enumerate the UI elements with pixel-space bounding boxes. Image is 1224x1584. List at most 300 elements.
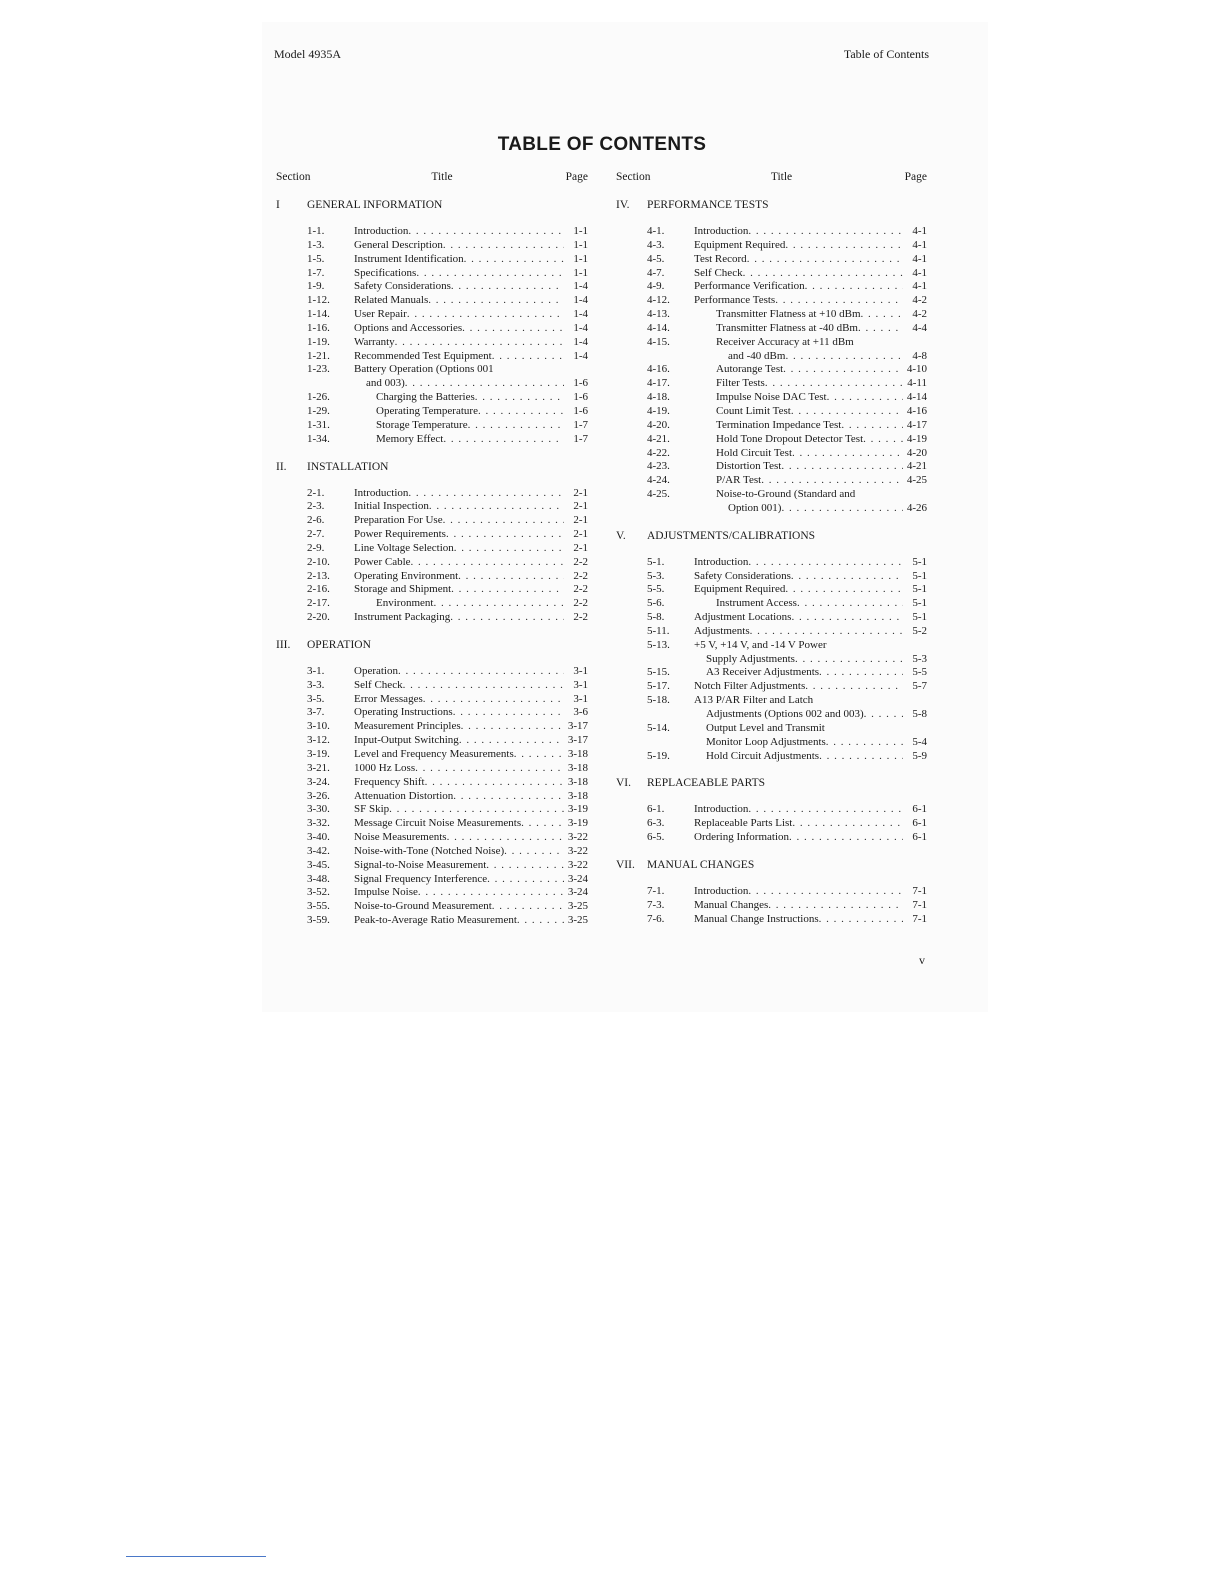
entry-number: 1-3.	[307, 238, 325, 251]
toc-entry[interactable]	[647, 267, 927, 281]
dot-leader	[443, 239, 564, 253]
entry-list	[616, 225, 927, 516]
toc-entry[interactable]	[647, 831, 927, 845]
toc-entry[interactable]	[307, 514, 588, 528]
entry-page: 5-3	[912, 652, 927, 665]
dot-leader	[429, 500, 564, 514]
dot-leader	[789, 831, 903, 845]
section-numeral: V.	[616, 529, 626, 542]
entry-page: 3-22	[567, 844, 588, 857]
toc-entry[interactable]	[647, 583, 927, 597]
entry-page: 4-2	[912, 294, 927, 307]
dot-leader	[791, 611, 903, 625]
entry-title: Operating Instructions	[354, 706, 453, 719]
entry-title-wrap	[694, 363, 903, 377]
entry-number: 1-5.	[307, 252, 325, 265]
dot-leader	[785, 350, 903, 364]
toc-entry[interactable]	[307, 433, 588, 447]
dot-leader	[797, 597, 903, 611]
entry-title-wrap	[694, 722, 903, 736]
toc-entry[interactable]	[647, 913, 927, 927]
toc-entry[interactable]	[647, 899, 927, 913]
entry-title-wrap	[694, 322, 903, 336]
toc-entry[interactable]	[307, 748, 588, 762]
entry-title-wrap	[694, 803, 903, 817]
section-heading	[616, 776, 927, 790]
toc-entry[interactable]	[307, 790, 588, 804]
entry-number: 4-9.	[647, 280, 665, 293]
entry-title: Adjustments (Options 002 and 003)	[706, 708, 864, 720]
entry-title-wrap	[354, 267, 564, 281]
dot-leader	[389, 803, 564, 817]
entry-number: 4-19.	[647, 404, 670, 417]
entry-page: 1-4	[573, 294, 588, 307]
column-header-section: Section	[616, 171, 651, 183]
toc-entry[interactable]	[307, 239, 588, 253]
toc-entry[interactable]	[647, 625, 927, 639]
entry-page: 2-2	[573, 611, 588, 624]
toc-entry[interactable]	[647, 722, 927, 736]
toc-entry[interactable]	[647, 556, 927, 570]
dot-leader	[458, 570, 564, 584]
entry-title-wrap	[354, 280, 564, 294]
entry-title-wrap	[694, 556, 903, 570]
entry-title: Equipment Required	[694, 238, 786, 251]
toc-entry[interactable]	[307, 405, 588, 419]
entry-number: 2-9.	[307, 541, 325, 554]
running-header-model: Model 4935A	[274, 47, 341, 61]
entry-number: 2-20.	[307, 611, 330, 624]
column-header-section: Section	[276, 171, 311, 183]
toc-entry[interactable]	[307, 583, 588, 597]
toc-entry[interactable]	[307, 556, 588, 570]
toc-entry[interactable]	[307, 225, 588, 239]
entry-title: Test Record	[694, 252, 747, 265]
entry-number: 1-9.	[307, 280, 325, 293]
toc-entry[interactable]	[307, 253, 588, 267]
entry-page: 1-7	[573, 432, 588, 445]
toc-entry[interactable]	[307, 597, 588, 611]
entry-number	[647, 653, 694, 667]
dot-leader	[792, 817, 903, 831]
entry-title: Noise-to-Ground (Standard and	[716, 488, 856, 501]
entry-title-wrap	[694, 377, 903, 391]
entry-title-wrap	[694, 336, 903, 350]
toc-entry[interactable]	[307, 542, 588, 556]
entry-title-wrap	[694, 817, 903, 831]
entry-page: 4-1	[912, 280, 927, 293]
column-header-title: Title	[770, 171, 793, 183]
toc-entry[interactable]	[647, 885, 927, 899]
entry-page: 6-1	[912, 803, 927, 816]
entry-title: and -40 dBm	[728, 349, 786, 362]
entry-title: Self Check	[354, 678, 403, 691]
dot-leader	[783, 363, 903, 377]
entry-title: Adjustment Locations	[694, 611, 792, 624]
dot-leader	[861, 308, 903, 322]
toc-entry[interactable]	[307, 803, 588, 817]
toc-entry[interactable]	[307, 570, 588, 584]
entry-title-wrap	[694, 391, 903, 405]
entry-title-wrap	[694, 570, 903, 584]
entry-title-wrap	[694, 488, 903, 502]
entry-title: 1000 Hz Loss	[354, 761, 416, 774]
dot-leader	[521, 817, 564, 831]
toc-entry[interactable]	[307, 528, 588, 542]
entry-title: Operating Environment	[354, 569, 459, 582]
toc-entry[interactable]	[647, 419, 927, 433]
toc-entry[interactable]	[307, 419, 588, 433]
entry-page: 2-1	[573, 528, 588, 541]
dot-leader	[781, 502, 903, 516]
entry-page: 2-1	[573, 514, 588, 527]
entry-page: 4-8	[912, 349, 927, 362]
toc-entry[interactable]	[647, 694, 927, 708]
entry-title-wrap	[354, 322, 564, 336]
dot-leader	[464, 253, 564, 267]
toc-entry[interactable]	[307, 611, 588, 625]
entry-page: 7-1	[912, 884, 927, 897]
entry-number: 1-14.	[307, 308, 330, 321]
entry-page: 3-18	[567, 748, 588, 760]
entry-title: Error Messages	[354, 692, 423, 705]
toc-entry[interactable]	[307, 900, 588, 914]
entry-number: 3-48.	[307, 872, 330, 885]
toc-entry[interactable]	[647, 666, 927, 680]
entry-title-wrap	[694, 639, 903, 653]
toc-entry[interactable]	[647, 225, 927, 239]
entry-number: 4-22.	[647, 446, 670, 459]
entry-number: 3-59.	[307, 914, 330, 927]
entry-title: Transmitter Flatness at +10 dBm	[716, 308, 861, 321]
entry-page: 5-2	[912, 624, 927, 637]
section-heading	[616, 198, 927, 212]
toc-entry[interactable]	[307, 294, 588, 308]
entry-page: 4-4	[912, 321, 927, 334]
entry-number: 4-20.	[647, 418, 670, 431]
entry-title-wrap	[354, 611, 564, 625]
entry-title-wrap	[354, 556, 564, 570]
entry-page: 3-1	[573, 692, 588, 705]
dot-leader	[407, 308, 564, 322]
toc-entry[interactable]	[307, 487, 588, 501]
entry-title: Impulse Noise	[354, 886, 418, 899]
toc-entry[interactable]	[647, 363, 927, 377]
toc-entry[interactable]	[647, 391, 927, 405]
toc-entry[interactable]	[647, 294, 927, 308]
entry-title-wrap	[694, 736, 903, 750]
toc-entry[interactable]	[307, 720, 588, 734]
entry-title: Preparation For Use	[354, 514, 443, 527]
entry-number: 3-19.	[307, 748, 330, 760]
entry-page: 4-10	[906, 363, 927, 376]
entry-title-wrap	[354, 831, 564, 845]
toc-entry[interactable]	[647, 405, 927, 419]
entry-page: 3-18	[567, 761, 588, 774]
toc-entry[interactable]	[647, 817, 927, 831]
toc-entry[interactable]	[307, 350, 588, 364]
entry-number: 1-23.	[307, 363, 330, 376]
entry-title: Level and Frequency Measurements	[354, 748, 514, 760]
entry-title: Replaceable Parts List	[694, 817, 793, 830]
entry-page: 3-24	[567, 872, 588, 885]
entry-page: 3-19	[567, 817, 588, 830]
entry-page: 4-14	[906, 391, 927, 404]
entry-title-wrap	[694, 280, 903, 294]
entry-title-wrap	[354, 350, 564, 364]
toc-entry[interactable]	[647, 611, 927, 625]
entry-title-wrap	[694, 611, 903, 625]
toc-section	[616, 529, 927, 764]
toc-entry[interactable]	[307, 308, 588, 322]
entry-number: 4-13.	[647, 308, 670, 321]
entry-number: 2-10.	[307, 555, 330, 568]
toc-entry[interactable]	[647, 447, 927, 461]
toc-entry[interactable]	[307, 363, 588, 377]
entry-page: 1-1	[573, 238, 588, 251]
entry-title-wrap	[354, 720, 564, 734]
entry-number: 3-24.	[307, 775, 330, 788]
entry-page: 3-19	[567, 803, 588, 816]
entry-number: 3-55.	[307, 900, 330, 913]
dot-leader	[517, 914, 564, 928]
toc-entry[interactable]	[647, 308, 927, 322]
toc-entry[interactable]	[647, 350, 927, 364]
toc-entry[interactable]	[307, 817, 588, 831]
entry-title: Frequency Shift	[354, 775, 425, 788]
entry-title: Option 001)	[728, 501, 782, 514]
entry-title-wrap	[354, 914, 564, 928]
column-header	[276, 170, 588, 184]
entry-title: Receiver Accuracy at +11 dBm	[716, 335, 854, 348]
toc-entry[interactable]	[647, 708, 927, 722]
toc-entry[interactable]	[647, 653, 927, 667]
entry-list	[616, 556, 927, 764]
dot-leader	[459, 734, 564, 748]
toc-entry[interactable]	[307, 679, 588, 693]
entry-title-wrap	[694, 708, 903, 722]
toc-right-column	[616, 170, 927, 939]
entry-title: Termination Impedance Test	[716, 418, 842, 431]
entry-number: 4-25.	[647, 488, 670, 501]
dot-leader	[447, 831, 564, 845]
entry-title: Charging the Batteries	[376, 391, 475, 404]
entry-title-wrap	[694, 253, 903, 267]
toc-entry[interactable]	[647, 597, 927, 611]
toc-entry[interactable]	[307, 914, 588, 928]
entry-page: 1-6	[573, 391, 588, 404]
toc-entry[interactable]	[307, 859, 588, 873]
entry-page: 3-25	[567, 914, 588, 927]
entry-page: 3-1	[573, 678, 588, 691]
entry-title-wrap	[694, 294, 903, 308]
dot-leader	[795, 653, 903, 667]
toc-entry[interactable]	[307, 831, 588, 845]
toc-entry[interactable]	[647, 460, 927, 474]
toc-entry[interactable]	[647, 433, 927, 447]
entry-number: 5-1.	[647, 555, 665, 568]
entry-title-wrap	[694, 885, 903, 899]
entry-page: 1-1	[573, 252, 588, 265]
toc-entry[interactable]	[307, 665, 588, 679]
entry-title: Measurement Principles	[354, 720, 461, 733]
entry-page	[564, 363, 588, 377]
entry-number: 1-7.	[307, 266, 325, 279]
dot-leader	[486, 859, 564, 873]
entry-number: 1-19.	[307, 335, 330, 348]
entry-number: 1-31.	[307, 418, 330, 431]
entry-title: Power Requirements	[354, 528, 446, 541]
entry-number: 5-5.	[647, 583, 665, 596]
entry-title-wrap	[694, 350, 903, 364]
toc-entry[interactable]	[307, 776, 588, 790]
toc-entry[interactable]	[647, 803, 927, 817]
entry-number: 1-29.	[307, 404, 330, 417]
entry-number: 3-42.	[307, 844, 330, 857]
entry-number: 5-11.	[647, 624, 670, 637]
dot-leader	[750, 625, 903, 639]
toc-section	[616, 858, 927, 927]
entry-title: Equipment Required	[694, 583, 786, 596]
toc-entry[interactable]	[647, 474, 927, 488]
toc-entry[interactable]	[647, 280, 927, 294]
entry-page: 4-1	[912, 225, 927, 237]
dot-leader	[781, 460, 903, 474]
toc-entry[interactable]	[647, 680, 927, 694]
toc-entry[interactable]	[307, 734, 588, 748]
entry-title-wrap	[354, 487, 564, 501]
page-title: TABLE OF CONTENTS	[497, 134, 707, 155]
entry-title: Power Cable	[354, 555, 411, 568]
toc-entry[interactable]	[307, 845, 588, 859]
toc-entry[interactable]	[647, 736, 927, 750]
dot-leader	[761, 474, 903, 488]
entry-number: 3-10.	[307, 720, 330, 733]
entry-title: Signal-to-Noise Measurement	[354, 858, 487, 871]
entry-page: 3-22	[567, 858, 588, 871]
entry-page: 1-4	[573, 280, 588, 293]
toc-entry[interactable]	[307, 322, 588, 336]
toc-entry[interactable]	[307, 886, 588, 900]
toc-entry[interactable]	[307, 500, 588, 514]
entry-title-wrap	[354, 391, 564, 405]
entry-title: Instrument Access	[716, 597, 797, 610]
toc-entry[interactable]	[307, 336, 588, 350]
dot-leader	[425, 776, 564, 790]
entry-page	[903, 694, 927, 708]
entry-number: 7-1.	[647, 884, 665, 897]
entry-number	[647, 708, 694, 722]
entry-title-wrap	[354, 419, 564, 433]
entry-page: 4-20	[906, 446, 927, 459]
toc-entry[interactable]	[307, 693, 588, 707]
entry-title-wrap	[354, 859, 564, 873]
entry-page	[903, 336, 927, 350]
toc-section	[616, 776, 927, 845]
toc-entry[interactable]	[647, 570, 927, 584]
entry-title-wrap	[694, 653, 903, 667]
entry-title: Instrument Packaging	[354, 611, 451, 624]
entry-page: 3-17	[567, 734, 588, 747]
toc-section-list	[616, 198, 927, 926]
entry-title: Count Limit Test	[716, 404, 791, 417]
toc-entry[interactable]	[307, 267, 588, 281]
toc-entry[interactable]	[307, 762, 588, 776]
entry-page: 6-1	[912, 817, 927, 830]
entry-page: 5-7	[912, 680, 927, 693]
toc-entry[interactable]	[647, 336, 927, 350]
dot-leader	[408, 225, 564, 239]
entry-page: 3-25	[567, 900, 588, 913]
entry-title-wrap	[694, 831, 903, 845]
entry-number: 4-18.	[647, 391, 670, 404]
dot-leader	[461, 720, 564, 734]
entry-number: 5-18.	[647, 694, 670, 707]
entry-page	[903, 722, 927, 736]
section-numeral: I	[276, 199, 280, 211]
entry-title-wrap	[694, 225, 903, 239]
dot-leader	[446, 528, 564, 542]
toc-entry[interactable]	[647, 639, 927, 653]
entry-title-wrap	[354, 514, 564, 528]
entry-number: 5-13.	[647, 638, 670, 651]
section-title: REPLACEABLE PARTS	[647, 777, 766, 790]
entry-number: 1-16.	[307, 321, 330, 334]
toc-entry[interactable]	[307, 391, 588, 405]
toc-entry[interactable]	[647, 239, 927, 253]
entry-title: Supply Adjustments	[706, 652, 795, 665]
entry-page: 5-1	[912, 569, 927, 582]
toc-entry[interactable]	[647, 253, 927, 267]
entry-title-wrap	[694, 405, 903, 419]
entry-page: 2-2	[573, 555, 588, 568]
entry-number: 3-30.	[307, 803, 330, 816]
section-numeral: III.	[276, 638, 291, 651]
toc-entry[interactable]	[307, 706, 588, 720]
entry-title: Noise Measurements	[354, 831, 447, 844]
entry-title-wrap	[354, 253, 564, 267]
entry-title-wrap	[354, 665, 564, 679]
dot-leader	[791, 405, 903, 419]
entry-page: 4-1	[912, 238, 927, 251]
column-header-page: Page	[904, 171, 927, 183]
dot-leader	[743, 267, 903, 281]
entry-title: Adjustments	[694, 624, 750, 637]
toc-entry[interactable]	[647, 750, 927, 764]
toc-entry[interactable]	[647, 322, 927, 336]
toc-entry[interactable]	[307, 280, 588, 294]
toc-entry[interactable]	[307, 377, 588, 391]
entry-page: 1-6	[573, 404, 588, 417]
entry-page: 5-1	[912, 583, 927, 596]
entry-title: Introduction	[694, 884, 749, 897]
toc-entry[interactable]	[647, 502, 927, 516]
entry-number: 4-1.	[647, 225, 665, 237]
toc-entry[interactable]	[647, 488, 927, 502]
entry-page: 2-2	[573, 583, 588, 596]
entry-number: 2-7.	[307, 528, 325, 541]
entry-title-wrap	[354, 693, 564, 707]
toc-entry[interactable]	[307, 873, 588, 887]
entry-title: Self Check	[694, 266, 743, 279]
toc-entry[interactable]	[647, 377, 927, 391]
entry-title-wrap	[354, 679, 564, 693]
entry-number: 3-3.	[307, 678, 325, 691]
entry-title-wrap	[354, 500, 564, 514]
dot-leader	[827, 391, 903, 405]
entry-title: Performance Tests	[694, 294, 776, 307]
entry-title-wrap	[694, 239, 903, 253]
